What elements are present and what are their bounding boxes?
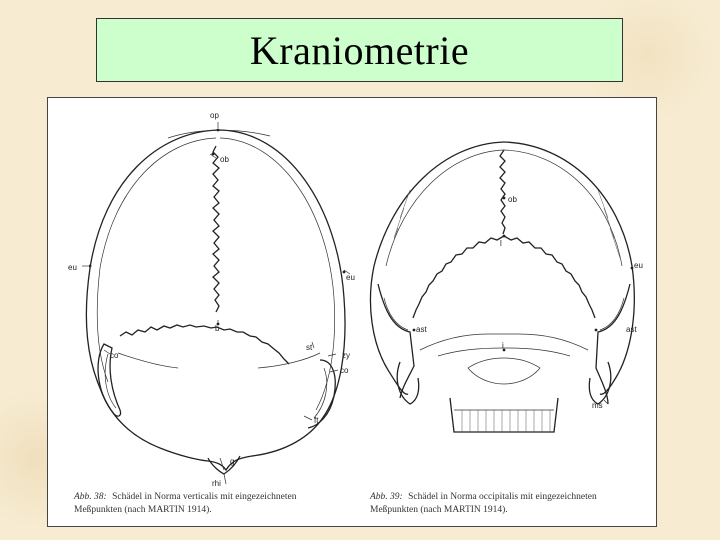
skull-figure	[47, 97, 657, 527]
caption-right-abb: Abb. 39:	[370, 492, 403, 502]
label-i: i	[502, 341, 504, 350]
label-ob-right: ob	[508, 195, 517, 204]
lambdoid-suture	[413, 236, 504, 318]
label-g: g	[230, 457, 235, 466]
caption-right	[369, 492, 597, 515]
svg-text:Abb. 39: Schädel in No	[369, 492, 597, 502]
shading	[388, 190, 620, 258]
coronal-suture	[120, 325, 289, 364]
label-ms: ms	[592, 401, 603, 410]
label-rhi: rhi	[212, 479, 221, 488]
skull-vertical-view	[68, 111, 355, 488]
label-ast-left: ast	[416, 325, 427, 334]
label-eu-occipital: eu	[634, 261, 643, 270]
teeth-row	[462, 410, 550, 432]
skull-illustration	[48, 98, 656, 526]
occipital-sagittal-suture	[500, 150, 505, 234]
label-eu-right: eu	[346, 273, 355, 282]
label-b: b	[215, 324, 220, 333]
label-st: st	[306, 343, 313, 352]
label-ft: ft	[314, 416, 319, 425]
label-eu-left: eu	[68, 263, 77, 272]
skull-occipital-view	[370, 142, 642, 432]
label-co-left: co	[110, 351, 119, 360]
slide-title-box	[96, 18, 623, 82]
caption-right-line2: Meßpunkten (nach MARTIN 1914).	[370, 505, 508, 515]
label-zy: zy	[342, 351, 350, 360]
label-l: l	[500, 239, 502, 248]
caption-left	[73, 492, 297, 515]
label-op: op	[210, 111, 219, 120]
caption-left-abb: Abb. 38:	[74, 492, 107, 502]
caption-left-line2: Meßpunkten (nach MARTIN 1914).	[74, 505, 212, 515]
caption-left-line1: Schädel in Norma verticalis mit eingezeichneten	[112, 492, 297, 502]
caption-right-line1: Schädel in Norma occipitalis mit eingezeichneten	[408, 492, 597, 502]
slide-title: Kraniometrie	[249, 27, 470, 73]
sagittal-suture	[213, 146, 219, 312]
svg-text:Abb. 38: Schädel in No	[73, 492, 297, 502]
label-ob: ob	[220, 155, 229, 164]
label-ast-right: ast	[626, 325, 637, 334]
label-co-right: co	[340, 366, 349, 375]
